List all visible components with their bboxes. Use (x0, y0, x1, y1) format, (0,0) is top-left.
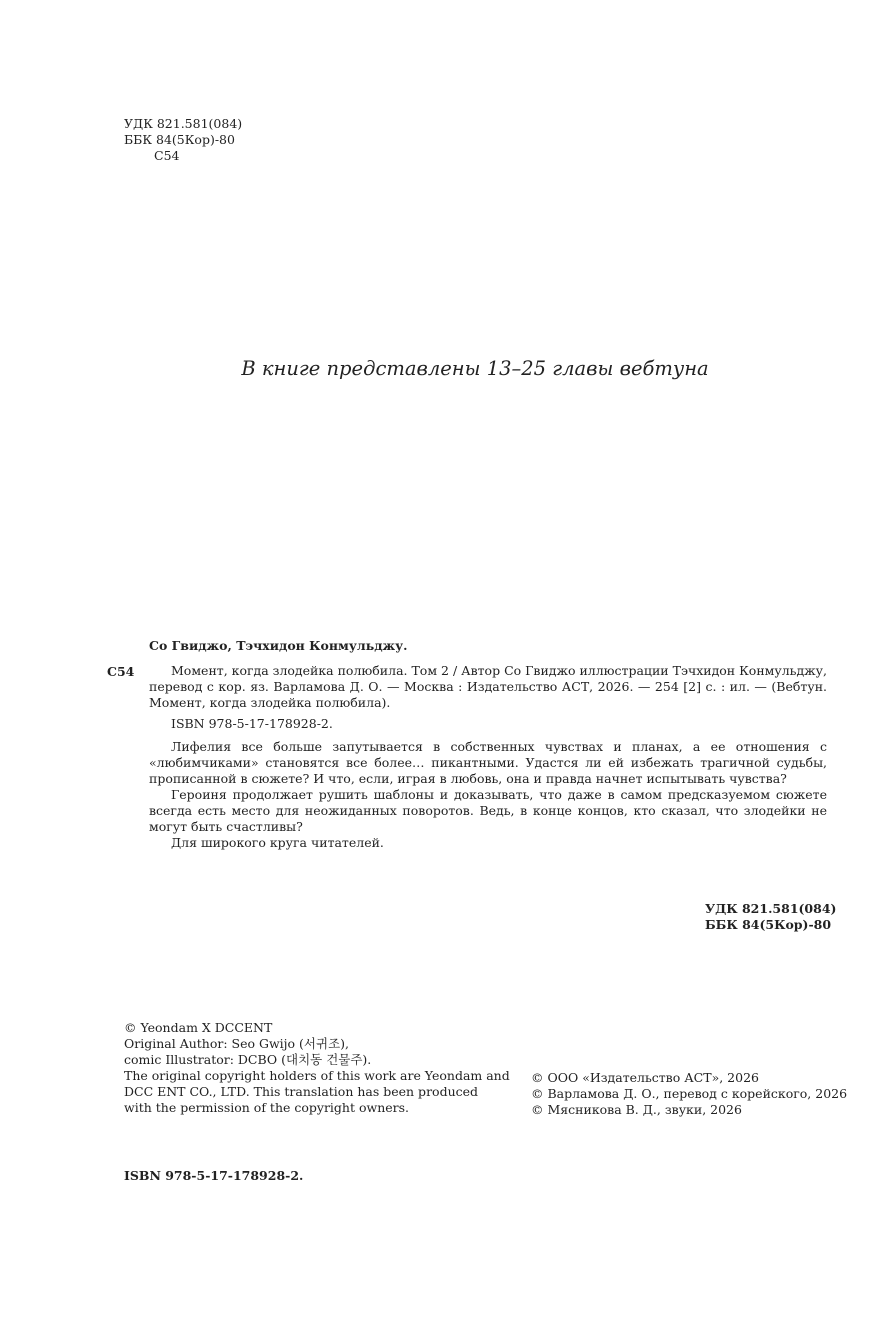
udk-code: УДК 821.581(084) (124, 116, 243, 131)
copyright-line: © ООО «Издательство АСТ», 2026 (531, 1070, 759, 1085)
bbk-code: ББК 84(5Кор)-80 (124, 132, 235, 147)
copyright-line: © Мясникова В. Д., звуки, 2026 (531, 1102, 742, 1117)
copyright-line: The original copyright holders of this work are Yeondam and (124, 1068, 510, 1083)
author-mark: С54 (154, 148, 180, 163)
copyright-line: Original Author: Seo Gwijo (서귀조), (124, 1036, 350, 1051)
isbn-bottom: ISBN 978-5-17-178928-2. (124, 1168, 304, 1183)
bibliographic-record (149, 663, 827, 851)
copyright-line: with the permission of the copyright owners. (124, 1100, 410, 1115)
bbk-code-right: ББК 84(5Кор)-80 (705, 917, 832, 932)
original-copyright-block (124, 1020, 510, 1116)
author-heading: Со Гвиджо, Тэчхидон Конмульджу. (149, 638, 408, 653)
audience-note: Для широкого круга читателей. (171, 835, 384, 850)
right-classification-codes (705, 901, 836, 933)
bibliographic-author-mark: С54 (107, 664, 135, 679)
isbn-line: ISBN 978-5-17-178928-2. (171, 716, 333, 731)
annotation-paragraph-1: Лифелия все больше запутывается в собственных чувствах и планах, а ее отношения с «любимчиками» становятся все более… пикантными. Удастся ли ей избежать трагичной судьбы, прописанной в сюжете? И что, если, играя в любовь, она и правда начнет испытывать чувства? (149, 739, 827, 786)
copyright-line: DCC ENT CO., LTD. This translation has been produced (124, 1084, 479, 1099)
publisher-copyright-block (531, 1070, 847, 1118)
copyright-line: © Варламова Д. О., перевод с корейского, 2026 (531, 1086, 848, 1101)
annotation-paragraph-2: Героиня продолжает рушить шаблоны и доказывать, что даже в самом предсказуемом сюжете всегда есть место для неожиданных поворотов. Ведь, в конце концов, кто сказал, что злодейки не могут быть счастливы? (149, 787, 827, 834)
book-description: Момент, когда злодейка полюбила. Том 2 / Автор Со Гвиджо иллюстрации Тэчхидон Конмульджу, перевод с кор. яз. Варламова Д. О. — Москва : Издательство АСТ, 2026. — 254 [2] с. : ил. — (Вебтун. Момент, когда злодейка полюбила). (149, 663, 827, 710)
top-classification-codes (124, 116, 242, 164)
copyright-line: comic Illustrator: DCBO (대치동 건물주). (124, 1052, 372, 1067)
content-note: В книге представлены 13–25 главы вебтуна (241, 357, 709, 380)
udk-code-right: УДК 821.581(084) (705, 901, 837, 916)
copyright-line: © Yeondam X DCCENT (124, 1020, 273, 1035)
